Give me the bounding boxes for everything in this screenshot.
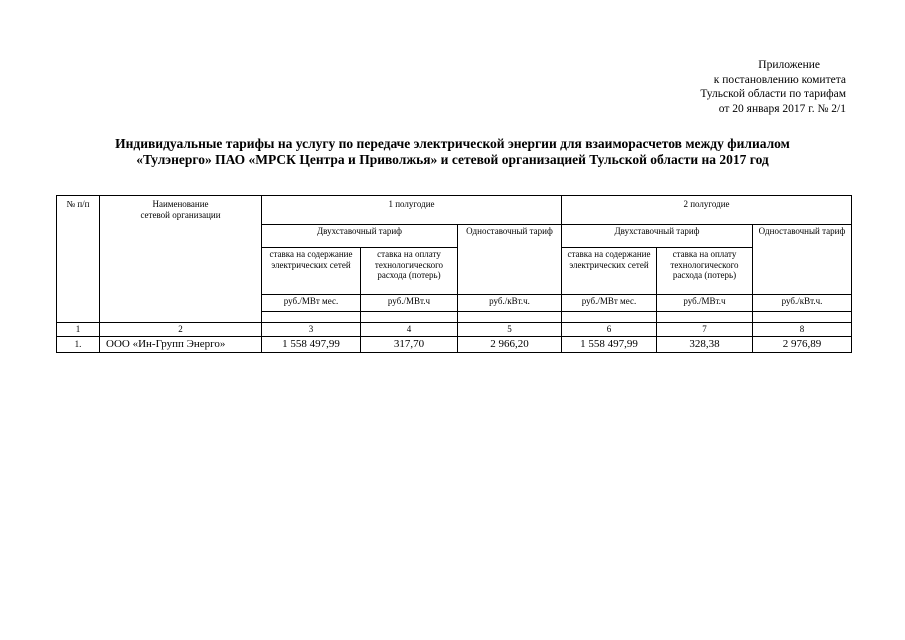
title-line-1: Индивидуальные тарифы на услугу по передаче электрической энергии для взаиморасчетов между филиалом [115,136,790,151]
appendix-line-1: Приложение [758,59,820,71]
tariff-table [56,195,852,353]
title-line-2: «Тулэнерго» ПАО «МРСК Центра и Приволжья» и сетевой организацией Тульской области на 2017 год [136,152,769,167]
header-one-rate-2: Одноставочный тариф [753,225,852,295]
header-two-rate-1: Двухставочный тариф [262,225,458,248]
header-half-2: 2 полугодие [562,196,852,225]
column-number: 6 [562,323,657,337]
unit-mwh-2: руб./МВт.ч [657,295,753,312]
appendix-line-4: от 20 января 2017 г. № 2/1 [718,102,846,115]
table-row [57,337,852,353]
unit-kwh-1: руб./кВт.ч. [458,295,562,312]
header-num: № п/п [57,196,100,323]
row-value: 2 976,89 [753,337,852,353]
header-name-line-1: Наименование [152,199,209,209]
row-value: 1 558 497,99 [562,337,657,353]
appendix-line-2: к постановлению комитета [713,73,846,86]
column-number: 1 [57,323,100,337]
column-number: 4 [361,323,458,337]
header-half-1: 1 полугодие [262,196,562,225]
header-one-rate-1: Одноставочный тариф [458,225,562,295]
column-number: 5 [458,323,562,337]
header-name [100,196,262,323]
header-losses-1: ставка на оплату технологического расхода (потерь) [361,248,458,295]
unit-mw-month-1: руб./МВт мес. [262,295,361,312]
header-maintenance-2: ставка на содержание электрических сетей [562,248,657,295]
header-maintenance-1: ставка на содержание электрических сетей [262,248,361,295]
column-number: 7 [657,323,753,337]
column-number: 2 [100,323,262,337]
unit-mwh-1: руб./МВт.ч [361,295,458,312]
unit-kwh-2: руб./кВт.ч. [753,295,852,312]
column-number: 3 [262,323,361,337]
column-number-row [57,323,852,337]
row-value: 2 966,20 [458,337,562,353]
row-value: 328,38 [657,337,753,353]
row-value: 1 558 497,99 [262,337,361,353]
row-org-name: ООО «Ин-Групп Энерго» [100,337,262,353]
document-title [40,136,865,168]
appendix-note [700,58,846,116]
header-losses-2: ставка на оплату технологического расхода (потерь) [657,248,753,295]
unit-mw-month-2: руб./МВт мес. [562,295,657,312]
header-two-rate-2: Двухставочный тариф [562,225,753,248]
appendix-line-3: Тульской области по тарифам [700,88,846,100]
column-number: 8 [753,323,852,337]
header-name-line-2: сетевой организации [140,209,221,220]
row-value: 317,70 [361,337,458,353]
row-index: 1. [57,337,100,353]
